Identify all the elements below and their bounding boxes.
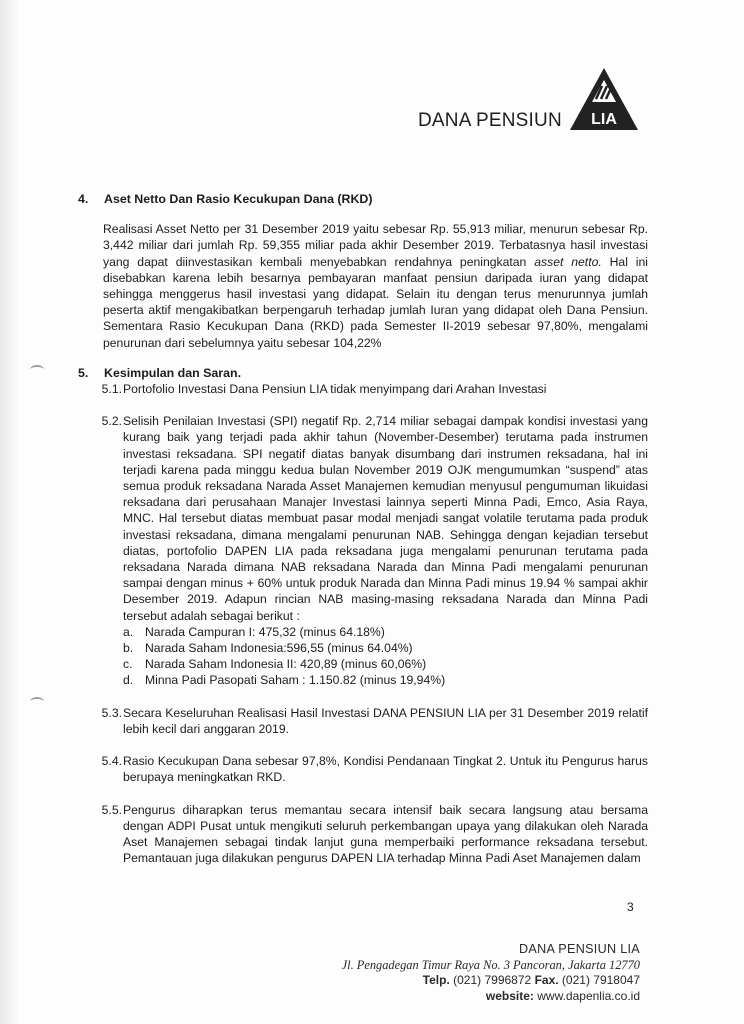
page-number: 3 [627,900,634,914]
section-4-paragraph: Realisasi Asset Netto per 31 Desember 2019 yaitu sebesar Rp. 55,913 miliar, menurun sebesar Rp. 3,442 miliar dari jumlah Rp. 59,355 miliar pada akhir Desember 2019. Terbatasnya hasil investasi yang dapat diinvestasikan kembali menyebabkan rendahnya peningkatan asset netto. Hal ini disebabkan karena lebih besarnya pembayaran manfaat pensiun daripada iuran yang didapat sehingga menggerus hasil investasi yang didapat. Selain itu dengan terus menurunnya jumlah peserta aktif mengakibatkan berpengaruh terhadap jumlah Iuran yang didapat oleh Dana Pensiun. Sementara Rasio Kecukupan Dana (RKD) pada Semester II-2019 sebesar 97,80%, mengalami penurunan dari sebelumnya yaitu sebesar 104,22% [103,222,648,350]
punch-hole-mark [30,365,44,374]
item-5-4: 5.4. Rasio Kecukupan Dana sebesar 97,8%, Kondisi Pendanaan Tingkat 2. Untuk itu Pengurus harus berupaya meningkatkan RKD. [101,754,648,785]
letterhead-footer [342,942,640,1004]
dana-pensiun-lia-logo [568,66,640,132]
footer-company-name: DANA PENSIUN LIA [519,942,640,956]
document-body [78,191,648,866]
list-item: a. Narada Campuran I: 475,32 (minus 64.18%) [123,624,385,639]
item-5-1: 5.1. Portofolio Investasi Dana Pensiun LIA tidak menyimpang dari Arahan Investasi [101,382,547,397]
nab-list [123,624,648,689]
footer-address: Jl. Pengadegan Timur Raya No. 3 Pancoran, Jakarta 12770 [341,957,640,972]
scan-edge-shadow [0,0,18,1024]
footer-website: website: www.dapenlia.co.id [485,988,640,1003]
item-5-5: 5.5. Pengurus diharapkan terus memantau secara intensif baik secara langsung atau bersama dengan ADPI Pusat untuk mengikuti seluruh perkembangan upaya yang dilakukan oleh Narada Aset Manajemen sebagai tindak lanjut guna memperbaiki performance reksadana tersebut. Pemantauan juga dilakukan pengurus DAPEN LIA terhadap Minna Padi Aset Manajemen dalam [101,802,648,866]
punch-hole-mark [30,697,44,706]
section-4-heading: 4. Aset Netto Dan Rasio Kecukupan Dana (RKD) [78,192,373,206]
brand-name: DANA PENSIUN [418,110,562,131]
list-item: c. Narada Saham Indonesia II: 420,89 (minus 60,06%) [123,657,427,672]
list-item: d. Minna Padi Pasopati Saham : 1.150.82 (minus 19,94%) [123,673,446,688]
list-item: b. Narada Saham Indonesia:596,55 (minus 64.04%) [123,641,413,656]
item-5-2: 5.2. Selisih Penilaian Investasi (SPI) negatif Rp. 2,714 miliar sebagai dampak kondisi investasi yang kurang baik yang terjadi pada akhir tahun (November-Desember) terutama pada instrumen investasi reksadana. SPI negatif diatas banyak disumbang dari instrumen reksadana, hal ini terjadi karena pada minggu kedua bulan November 2019 OJK mengumumkan “suspend” atas semua produk reksadana Narada Asset Manajemen kemudian menyusul pengumuman likuidasi reksadana dari perusahaan Manajer Investasi lainnya seperti Minna Padi, Emco, Asia Raya, MNC. Hal tersebut diatas membuat pasar modal menjadi sangat volatile terutama pada produk investasi reksadana, dimana mengalami penurunan NAB. Sehingga dengan kejadian tersebut diatas, portofolio DAPEN LIA pada reksadana juga mengalami penurunan terutama pada reksadana Narada dimana NAB reksadana Narada dan Minna Padi mengalami penurunan sampai dengan minus + 60% untuk produk Narada dan Minna Padi minus 19.94 % sampai akhir Desember 2019. Adapun rincian NAB masing-masing reksadana Narada dan Minna Padi tersebut adalah sebagai berikut : a. Narada Campuran I: 475,32 (minus 64.18%) b. Narada Saham Indonesia:596,55 (minus 64.04%) c. Narada Saham Indonesia II: 420,89 (minus 60,06%) d. Minna Padi Pasopati Saham : 1.150.82 (minus 19,94%) [101,414,648,688]
footer-phone-fax: Telp. (021) 7996872 Fax. (021) 7918047 [422,973,640,987]
item-5-3: 5.3. Secara Keseluruhan Realisasi Hasil Investasi DANA PENSIUN LIA per 31 Desember 2019 relatif lebih kecil dari anggaran 2019. [101,705,648,736]
section-5-heading: 5. Kesimpulan dan Saran. [78,365,242,380]
svg-text:LIA: LIA [591,111,617,128]
